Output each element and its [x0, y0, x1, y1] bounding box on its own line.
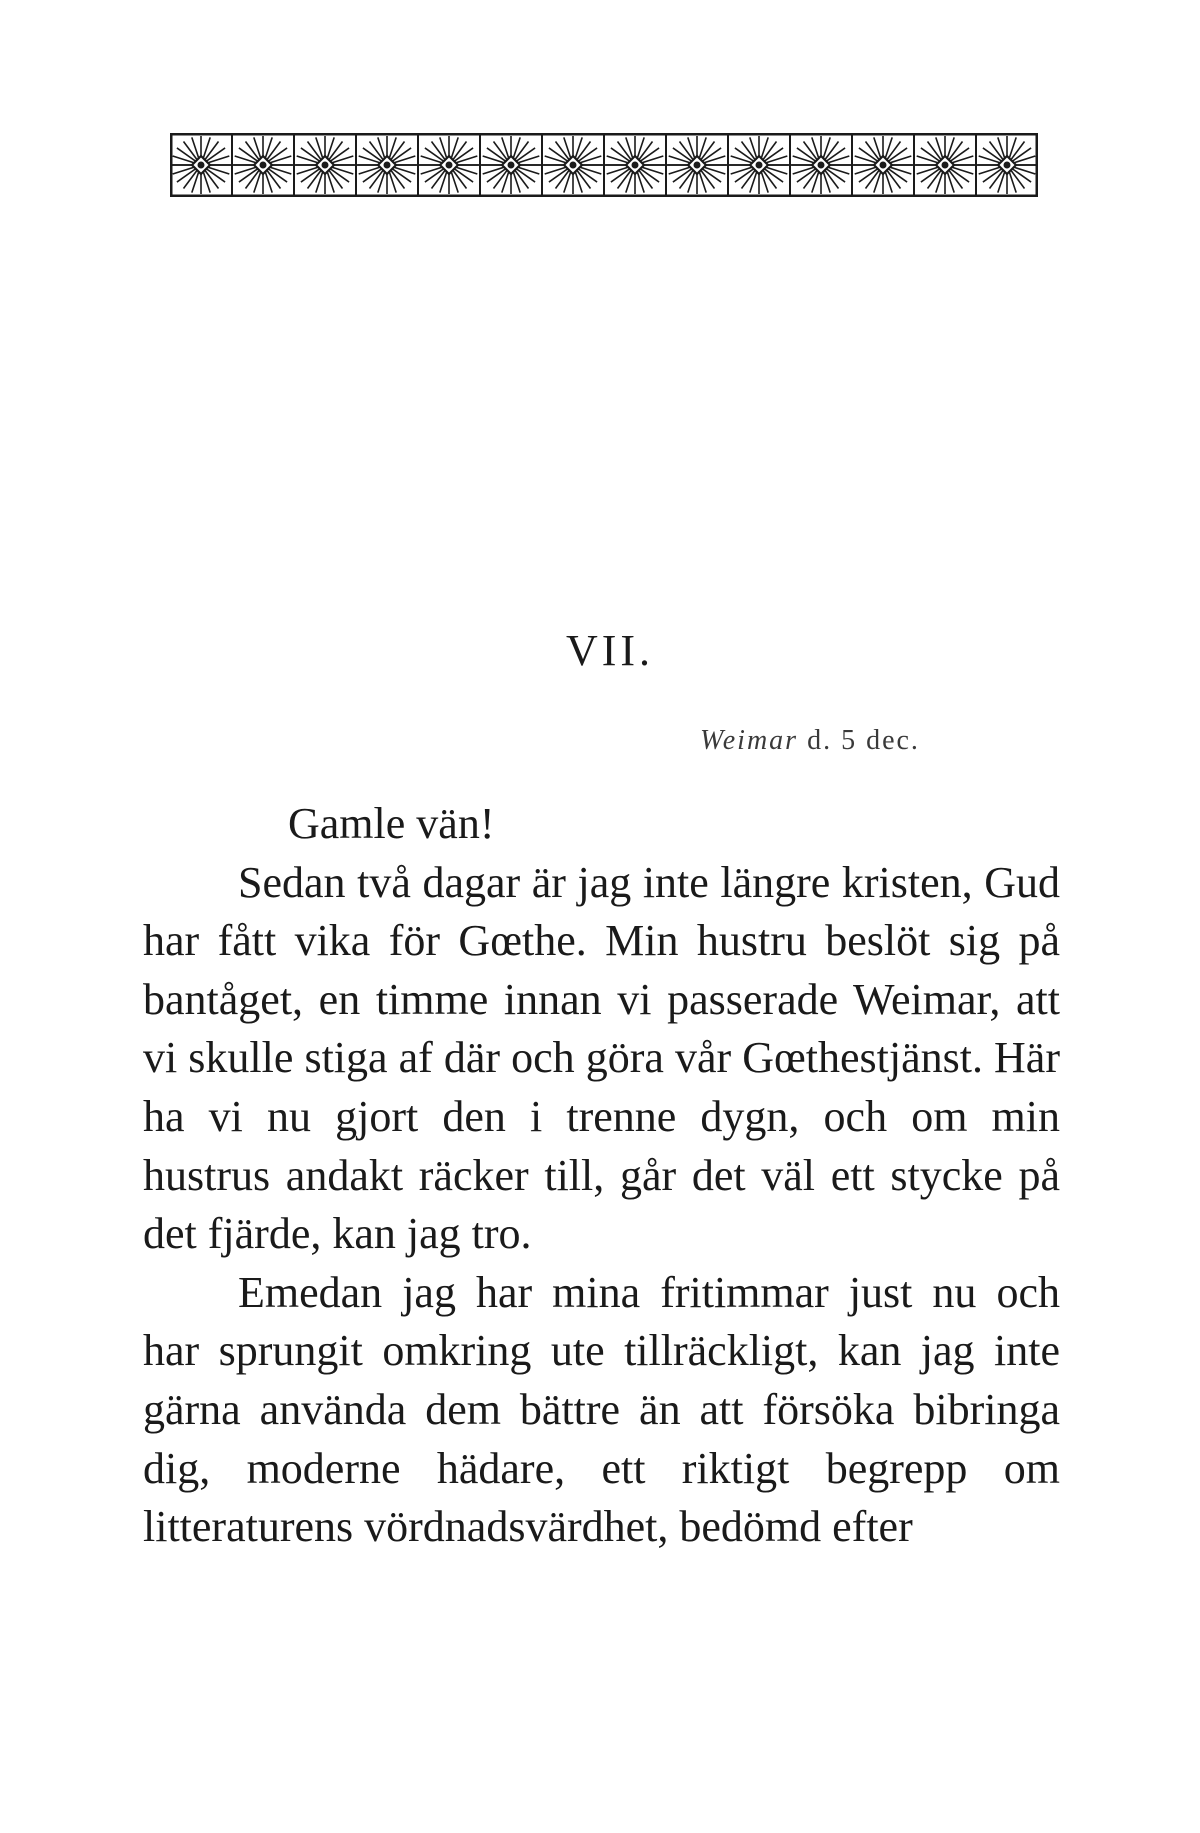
ornament-motif — [790, 134, 851, 196]
ornament-motif — [418, 134, 479, 196]
ornament-motif — [604, 134, 665, 196]
paragraph: Emedan jag har mina fritimmar just nu och har sprungit omkring ute tillräckligt, kan jag inte gärna använda dem bättre än att försöka bibringa dig, moderne hädare, ett riktigt begrepp om litteraturens vördnadsvärdhet, bedömd efter — [143, 1267, 1060, 1552]
dateline-date: d. 5 dec. — [807, 725, 920, 756]
dateline — [700, 725, 920, 757]
chapter-number: VII. — [565, 626, 655, 675]
ornament-motif — [976, 134, 1037, 196]
dateline-place: Weimar — [700, 725, 799, 756]
ornament-motif — [232, 134, 293, 196]
ornament-motif — [542, 134, 603, 196]
ornament-motif — [171, 136, 231, 194]
letter-body — [143, 795, 1060, 1557]
letter-greeting: Gamle vän! — [288, 799, 495, 848]
ornament-motif — [480, 134, 541, 196]
ornament-motif — [356, 134, 417, 196]
paragraph: Sedan två dagar är jag inte längre kristen, Gud har fått vika för Gœthe. Min hustru beslöt sig på bantåget, en timme innan vi passerade Weimar, att vi skulle stiga af där och göra vår Gœthestjänst. Här ha vi nu gjort den i trenne dygn, och om min hustrus andakt räcker till, går det väl ett stycke på det fjärde, kan jag tro. — [143, 857, 1060, 1259]
ornament-motif — [728, 134, 789, 196]
ornament-motif — [914, 134, 975, 196]
ornament-motif — [294, 134, 355, 196]
decorative-rosette-border-icon — [170, 133, 1038, 197]
ornament-motif — [852, 134, 913, 196]
ornament-motif — [666, 134, 727, 196]
